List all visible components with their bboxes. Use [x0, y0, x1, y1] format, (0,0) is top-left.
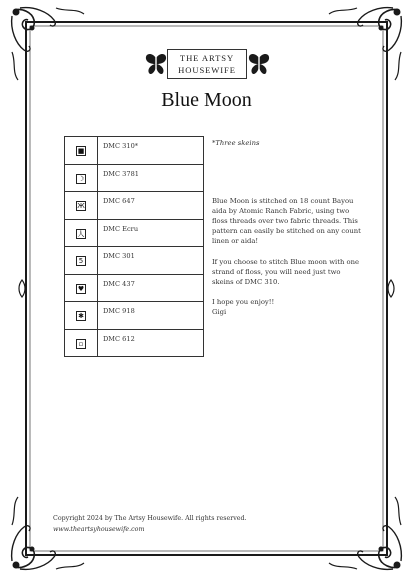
stitch-symbol: ☽: [77, 174, 85, 183]
page-title: Blue Moon: [161, 89, 252, 111]
table-row: [65, 219, 204, 247]
stitch-symbol: ■: [77, 147, 85, 156]
stitch-symbol: 人: [77, 229, 85, 238]
floss-label: DMC 612: [98, 329, 204, 357]
stitch-symbol: ▫: [76, 339, 86, 349]
table-row: [65, 329, 204, 357]
stitch-symbol: ✱: [76, 311, 86, 321]
table-row: [65, 192, 204, 220]
table-row: [65, 274, 204, 302]
floss-label: DMC 3781: [98, 164, 204, 192]
butterfly-icon: [248, 52, 270, 76]
stitch-symbol: Ж: [77, 202, 85, 211]
table-row: [65, 164, 204, 192]
enjoy-text: I hope you enjoy!!: [212, 298, 275, 306]
stitch-symbol: ♥: [77, 284, 85, 293]
table-row: [65, 302, 204, 330]
website-link[interactable]: www.theartsyhousewife.com: [53, 526, 145, 533]
brand-wordmark: [167, 49, 247, 79]
copyright-text: Copyright 2024 by The Artsy Housewife. All rights reserved.: [53, 515, 247, 522]
table-row: [65, 247, 204, 275]
brand-logo: [145, 49, 270, 83]
floss-key-table: [64, 136, 204, 357]
closing-note: [212, 297, 364, 317]
single-strand-note: If you choose to stitch Blue moon with one strand of floss, you will need just two skeins of DMC 310.: [212, 258, 359, 286]
floss-label: DMC 310*: [98, 137, 204, 165]
floss-label: DMC 301: [98, 247, 204, 275]
stitch-symbol: 5: [76, 256, 86, 266]
skeins-note: *Three skeins: [212, 139, 260, 147]
floss-label: DMC 918: [98, 302, 204, 330]
floss-label: DMC 647: [98, 192, 204, 220]
butterfly-icon: [145, 52, 167, 76]
stitching-note: Blue Moon is stitched on 18 count Bayou aida by Atomic Ranch Fabric, using two floss threads over two fabric threads. This pattern can easily be stitched on any count linen or aida!: [212, 197, 361, 245]
floss-label: DMC 437: [98, 274, 204, 302]
footer: [53, 513, 247, 535]
floss-label: DMC Ecru: [98, 219, 204, 247]
brand-line-2: HOUSEWIFE: [178, 65, 236, 75]
brand-line-1: THE ARTSY: [179, 53, 235, 63]
signature: Gigi: [212, 308, 227, 316]
table-row: [65, 137, 204, 165]
